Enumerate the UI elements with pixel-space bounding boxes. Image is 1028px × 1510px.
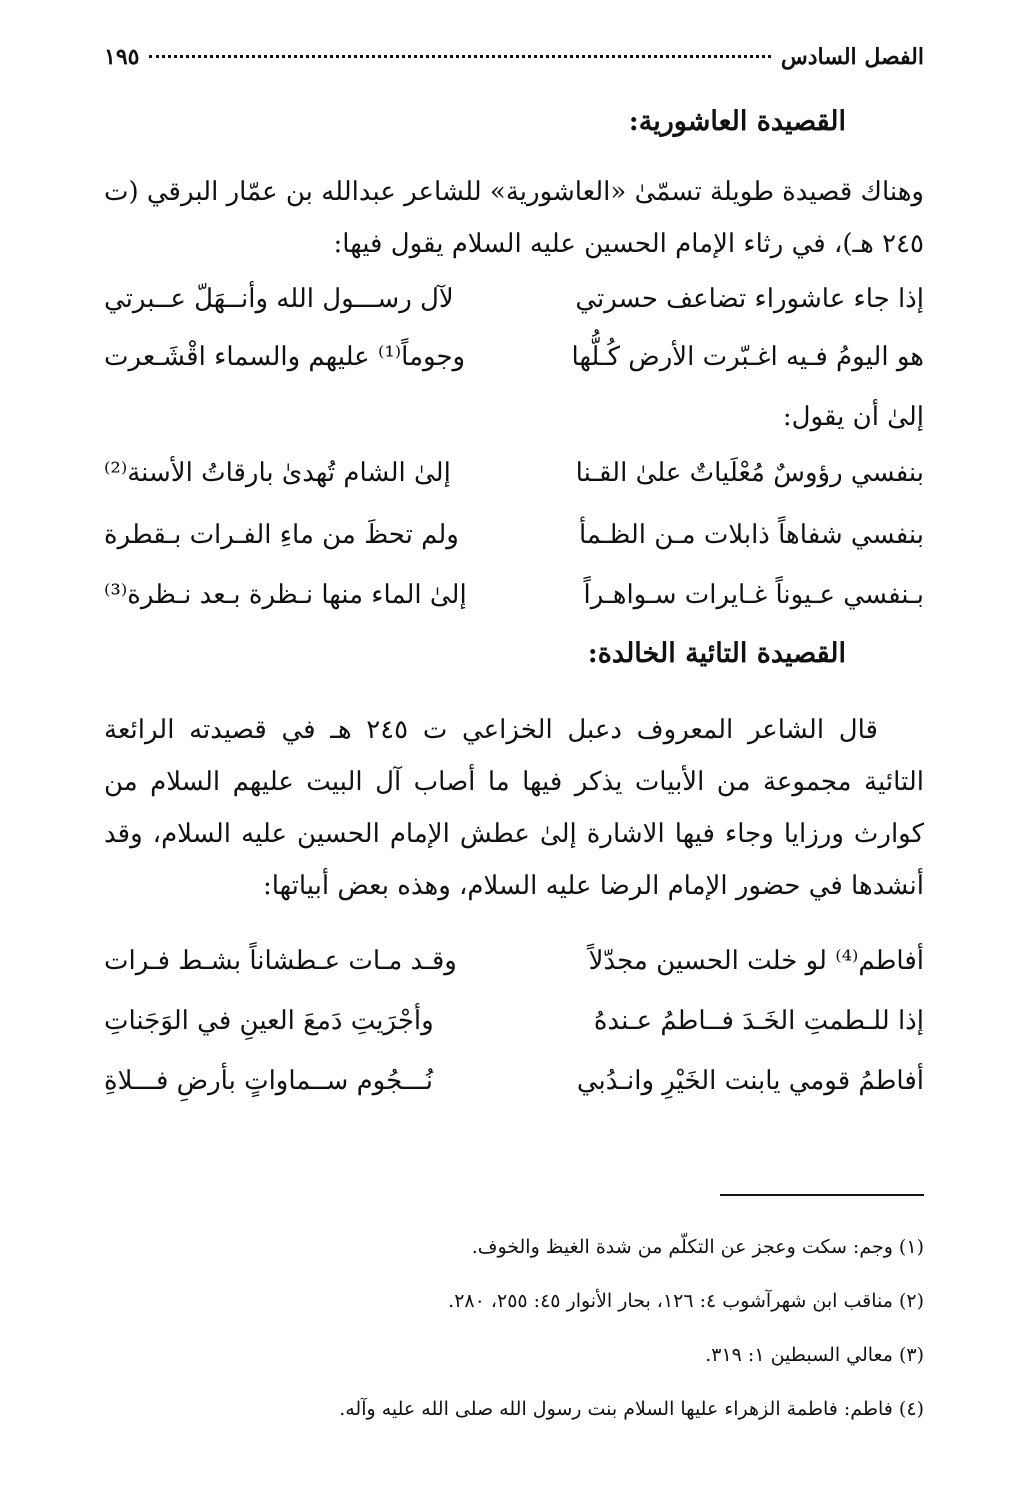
verse-first-hemistich: إذا جاء عاشوراء تضاعف حسرتي [575,284,924,314]
verse-line [104,1066,924,1112]
verse-second-hemistich: نُـــجُوم ســماواتٍ بأرضِ فـــلاةِ [104,1066,433,1096]
verse-second-hemistich: إلىٰ الماء منها نـظرة بـعد نـظرة⁽³⁾ [104,580,467,610]
verse-line [104,458,924,504]
verse-first-hemistich: بنفسي رؤوسٌ مُعْلَياتٌ علىٰ القـنا [575,458,924,488]
verse-line [104,580,924,626]
section-heading-ashura: القصيدة العاشورية: [628,106,846,137]
footnote: (٤) فاطم: فاطمة الزهراء عليها السلام بنت رسول الله صلى الله عليه وآله. [339,1398,924,1420]
verse-line [104,520,924,566]
verse-second-hemistich: ولم تحظَ من ماءِ الفـرات بـقطرة [104,520,459,550]
chapter-title: الفصل السادس [780,44,924,70]
verse-first-hemistich: بـنفسي عـيوناً غـايرات سـواهـراً [583,580,924,610]
footnote: (١) وجم: سكت وعجز عن التكلّم من شدة الغيظ والخوف. [471,1236,924,1258]
footnote: (٢) مناقب ابن شهرآشوب ٤: ١٢٦، بحار الأنوار ٤٥: ٢٥٥، ٢٨٠. [448,1290,924,1312]
verse-first-hemistich: بنفسي شفاهاً ذابلات مـن الظـمأ [578,520,924,550]
footnote: (٣) معالي السبطين ١: ٣١٩. [705,1344,924,1366]
verse-second-hemistich: وأجْرَيتِ دَمعَ العينِ في الوَجَناتِ [104,1006,434,1036]
paragraph-taiyya: قال الشاعر المعروف دعبل الخزاعي ت ٢٤٥ هـ في قصيدته الرائعة التائية مجموعة من الأبيات يذكر فيها ما أصاب آل البيت عليهم السلام من كوارث ورزايا وجاء فيها الاشارة إلىٰ عطش الإمام الحسين عليه السلام، وقد أنشدها في حضور الإمام الرضا عليه السلام، وهذه بعض أبياتها: [104,715,924,901]
verse-first-hemistich: إذا للـطمتِ الخَـدَ فــاطمُ عـندهُ [593,1006,924,1036]
verse-second-hemistich: إلىٰ الشام تُهدىٰ بارقاتُ الأسنة⁽²⁾ [104,458,451,488]
verse-second-hemistich: وجوماً⁽¹⁾ عليهم والسماء اقْشَـعرت [104,342,466,372]
footnote-divider [720,1194,924,1196]
verse-first-hemistich: أفاطم⁽⁴⁾ لو خلت الحسين مجدّلاً [588,946,924,976]
verse-second-hemistich: وقـد مـات عـطشاناً بشـط فـرات [104,946,457,976]
verse-line [104,342,924,388]
running-head [104,44,924,80]
verse-line [104,1006,924,1052]
leader-dots [149,55,770,58]
paragraph-ashura: وهناك قصيدة طويلة تسمّىٰ «العاشورية» للشاعر عبدالله بن عمّار البرقي (ت ٢٤٥ هـ)، في رثاء الإمام الحسين عليه السلام يقول فيها: [104,177,924,259]
verse-first-hemistich: أفاطمُ قومي يابنت الخَيْرِ وانـدُبي [576,1066,924,1096]
verse-line [104,946,924,992]
section-heading-taiyya: القصيدة التائية الخالدة: [587,638,846,669]
page-number: ١٩٥ [104,44,140,70]
verse-intro: إلىٰ أن يقول: [782,402,924,432]
verse-line [104,284,924,330]
verse-first-hemistich: هو اليومُ فـيه اغـبّرت الأرض كُـلُّها [571,342,924,372]
verse-second-hemistich: لآل رســـول الله وأنــهَلّ عــبرتي [104,284,454,314]
